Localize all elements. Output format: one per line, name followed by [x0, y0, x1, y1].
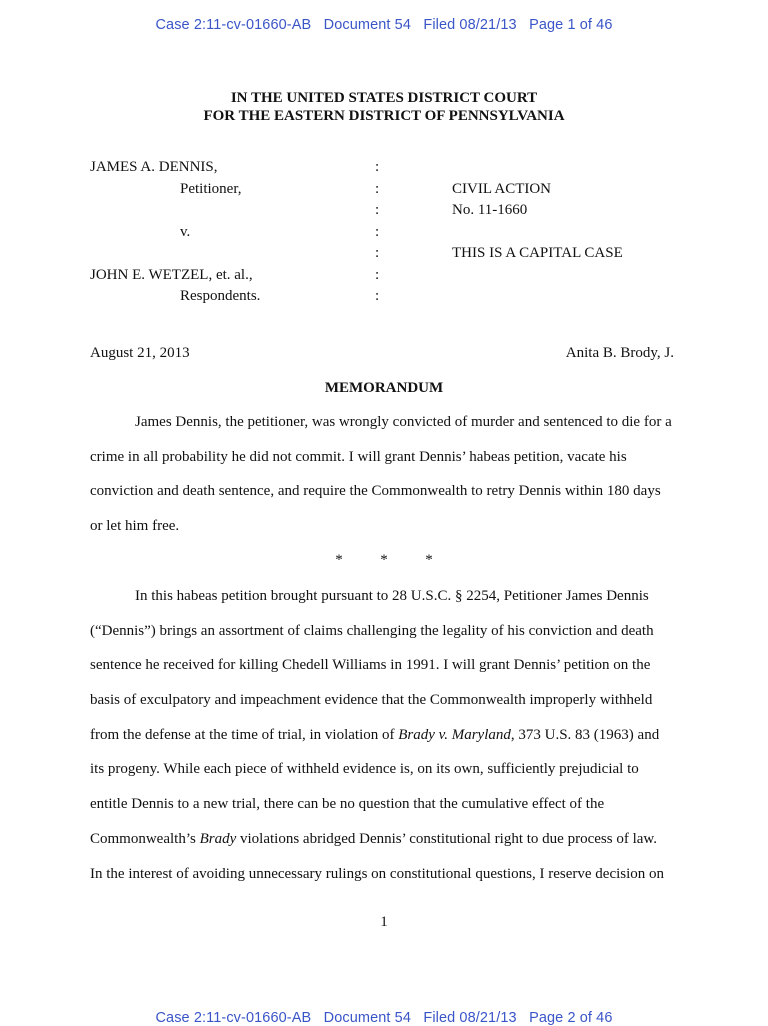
paragraph-line: or let him free. [90, 518, 180, 535]
petitioner-name: JAMES A. DENNIS, [90, 159, 218, 175]
case-citation: Brady [199, 830, 237, 847]
case-number: Case 2:11-cv-01660-AB [155, 17, 312, 33]
petitioner-role: Petitioner, [180, 181, 242, 197]
caption-separator: : [375, 224, 380, 240]
paragraph-line: basis of exculpatory and impeachment evidence that the Commonwealth improperly withheld [90, 692, 653, 709]
text-segment: violations abridged Dennis’ constitutional right to due process of law. [236, 830, 657, 847]
decision-date: August 21, 2013 [90, 345, 190, 361]
paragraph-line: its progeny. While each piece of withheld evidence is, on its own, sufficiently prejudicial to [90, 761, 639, 778]
versus: v. [180, 224, 191, 240]
caption-separator: : [375, 159, 380, 175]
text-segment: , 373 U.S. 83 (1963) and [510, 726, 660, 743]
paragraph-line: (“Dennis”) brings an assortment of claims challenging the legality of his conviction and death [90, 622, 654, 639]
paragraph-line: sentence he received for killing Chedell Williams in 1991. I will grant Dennis’ petition on the [90, 657, 651, 674]
court-title-line1: IN THE UNITED STATES DISTRICT COURT [230, 90, 538, 106]
memorandum-title: MEMORANDUM [324, 380, 444, 396]
caption-separator: : [375, 245, 380, 261]
paragraph-line: In the interest of avoiding unnecessary rulings on constitutional questions, I reserve decision on [90, 865, 665, 882]
opening-paragraph [90, 405, 678, 544]
filed-date: Filed 08/21/13 [423, 1010, 517, 1026]
capital-case-note: THIS IS A CAPITAL CASE [452, 245, 623, 261]
civil-action-number: No. 11-1660 [452, 202, 528, 218]
case-number: Case 2:11-cv-01660-AB [155, 1010, 312, 1026]
respondent-role: Respondents. [180, 288, 261, 304]
ecf-header-top [0, 17, 768, 33]
paragraph-line [90, 822, 678, 857]
court-title-line2: FOR THE EASTERN DISTRICT OF PENNSYLVANIA [203, 108, 565, 124]
paragraph-line [90, 718, 678, 753]
paragraph-line: entitle Dennis to a new trial, there can be no question that the cumulative effect of the [90, 796, 605, 813]
page-number: 1 [380, 914, 388, 930]
caption-separator: : [375, 181, 380, 197]
filed-date: Filed 08/21/13 [423, 17, 517, 33]
paragraph-line: conviction and death sentence, and require the Commonwealth to retry Dennis within 180 days [90, 483, 661, 500]
paragraph-line: crime in all probability he did not commit. I will grant Dennis’ habeas petition, vacate his [90, 448, 627, 465]
paragraph-line: In this habeas petition brought pursuant to 28 U.S.C. § 2254, Petitioner James Dennis [135, 588, 649, 604]
document-number: Document 54 [323, 1010, 411, 1026]
text-segment: Commonwealth’s [90, 830, 200, 847]
caption-separator: : [375, 267, 380, 283]
case-citation: Brady v. Maryland [398, 726, 511, 743]
document-number: Document 54 [323, 17, 411, 33]
judge-name: Anita B. Brody, J. [565, 345, 674, 361]
caption-separator: : [375, 202, 380, 218]
section-separator: * * * [335, 552, 433, 568]
paragraph-line: James Dennis, the petitioner, was wrongly convicted of murder and sentenced to die for a [135, 414, 672, 430]
page-count: Page 1 of 46 [529, 17, 613, 33]
caption-separator: : [375, 288, 380, 304]
intro-paragraph [90, 579, 678, 891]
page-count: Page 2 of 46 [529, 1010, 613, 1026]
civil-action-label: CIVIL ACTION [452, 181, 552, 197]
respondent-name: JOHN E. WETZEL, et. al., [90, 267, 253, 283]
text-segment: from the defense at the time of trial, in violation of [90, 726, 399, 743]
